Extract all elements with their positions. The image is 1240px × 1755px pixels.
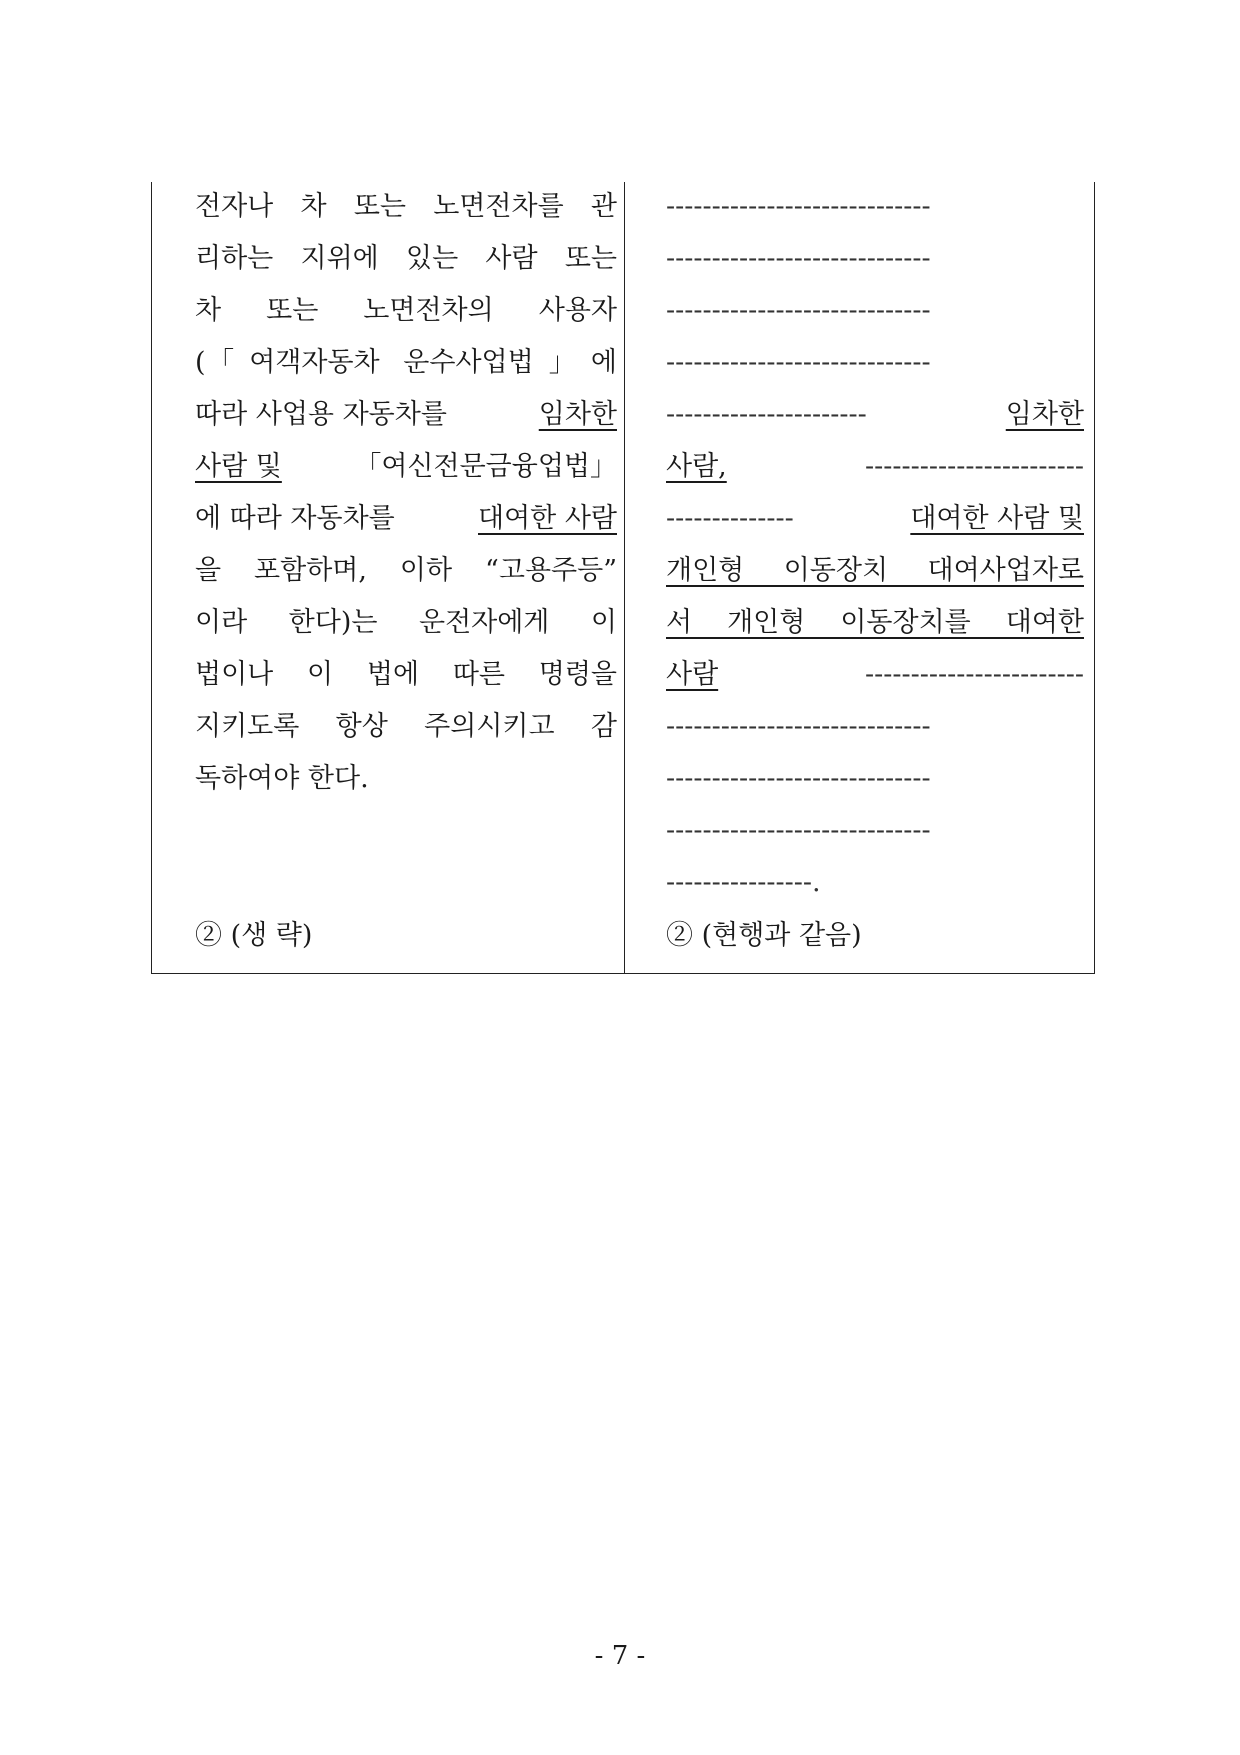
left-line-6-text: 「여신전문금융업법」 [354,451,617,482]
right-line-5-dashes: ---------------------- [666,399,867,430]
left-line-4: (「여객자동차 운수사업법」에 [195,347,617,378]
right-line-13: ----------------------------- [666,815,931,846]
left-line-2: 리하는 지위에 있는 사람 또는 [195,243,617,274]
left-line-7 [195,499,617,539]
column-divider [624,182,625,973]
right-line-2: ----------------------------- [666,243,931,274]
right-line-10 [666,655,1084,695]
left-line-1: 전자나 차 또는 노면전차를 관 [195,191,617,222]
left-line-10: 법이나 이 법에 따른 명령을 [195,659,617,690]
right-line-3: ----------------------------- [666,295,931,326]
left-item-2: ② (생 략) [195,920,313,951]
left-line-11: 지키도록 항상 주의시키고 감 [195,711,617,742]
left-line-6 [195,447,617,487]
left-line-7-text: 에 따라 자동차를 [195,503,395,534]
right-line-7-dashes: -------------- [666,503,794,534]
right-line-6-dashes: ------------------------ [865,451,1084,482]
right-line-1: ----------------------------- [666,191,931,222]
right-line-6-underlined: 사람, [666,451,727,482]
right-line-6 [666,447,1084,487]
left-line-6-underlined: 사람 및 [195,451,282,482]
right-line-5-underlined: 임차한 [1005,399,1084,430]
page-number: - 7 - [594,1641,646,1671]
right-line-7-underlined: 대여한 사람 및 [910,503,1084,534]
right-item-2: ② (현행과 같음) [666,920,862,951]
comparison-table [151,182,1095,974]
left-line-9: 이라 한다)는 운전자에게 이 [195,607,617,638]
left-line-3: 차 또는 노면전차의 사용자 [195,295,617,326]
right-line-4: ----------------------------- [666,347,931,378]
left-line-5 [195,395,617,435]
right-line-7 [666,499,1084,539]
left-line-12: 독하여야 한다. [195,763,369,794]
right-line-12: ----------------------------- [666,763,931,794]
right-line-8: 개인형 이동장치 대여사업자로 [666,555,1084,586]
right-line-9: 서 개인형 이동장치를 대여한 [666,607,1084,638]
left-line-8: 을 포함하며, 이하 “고용주등” [195,555,617,586]
left-line-7-underlined: 대여한 사람 [478,503,617,534]
right-line-10-underlined: 사람 [666,659,719,690]
right-line-14: ----------------. [666,867,821,898]
right-line-11: ----------------------------- [666,711,931,742]
right-line-5 [666,395,1084,435]
right-line-10-dashes: ------------------------ [865,659,1084,690]
left-line-5-text: 따라 사업용 자동차를 [195,399,447,430]
left-line-5-underlined: 임차한 [538,399,617,430]
